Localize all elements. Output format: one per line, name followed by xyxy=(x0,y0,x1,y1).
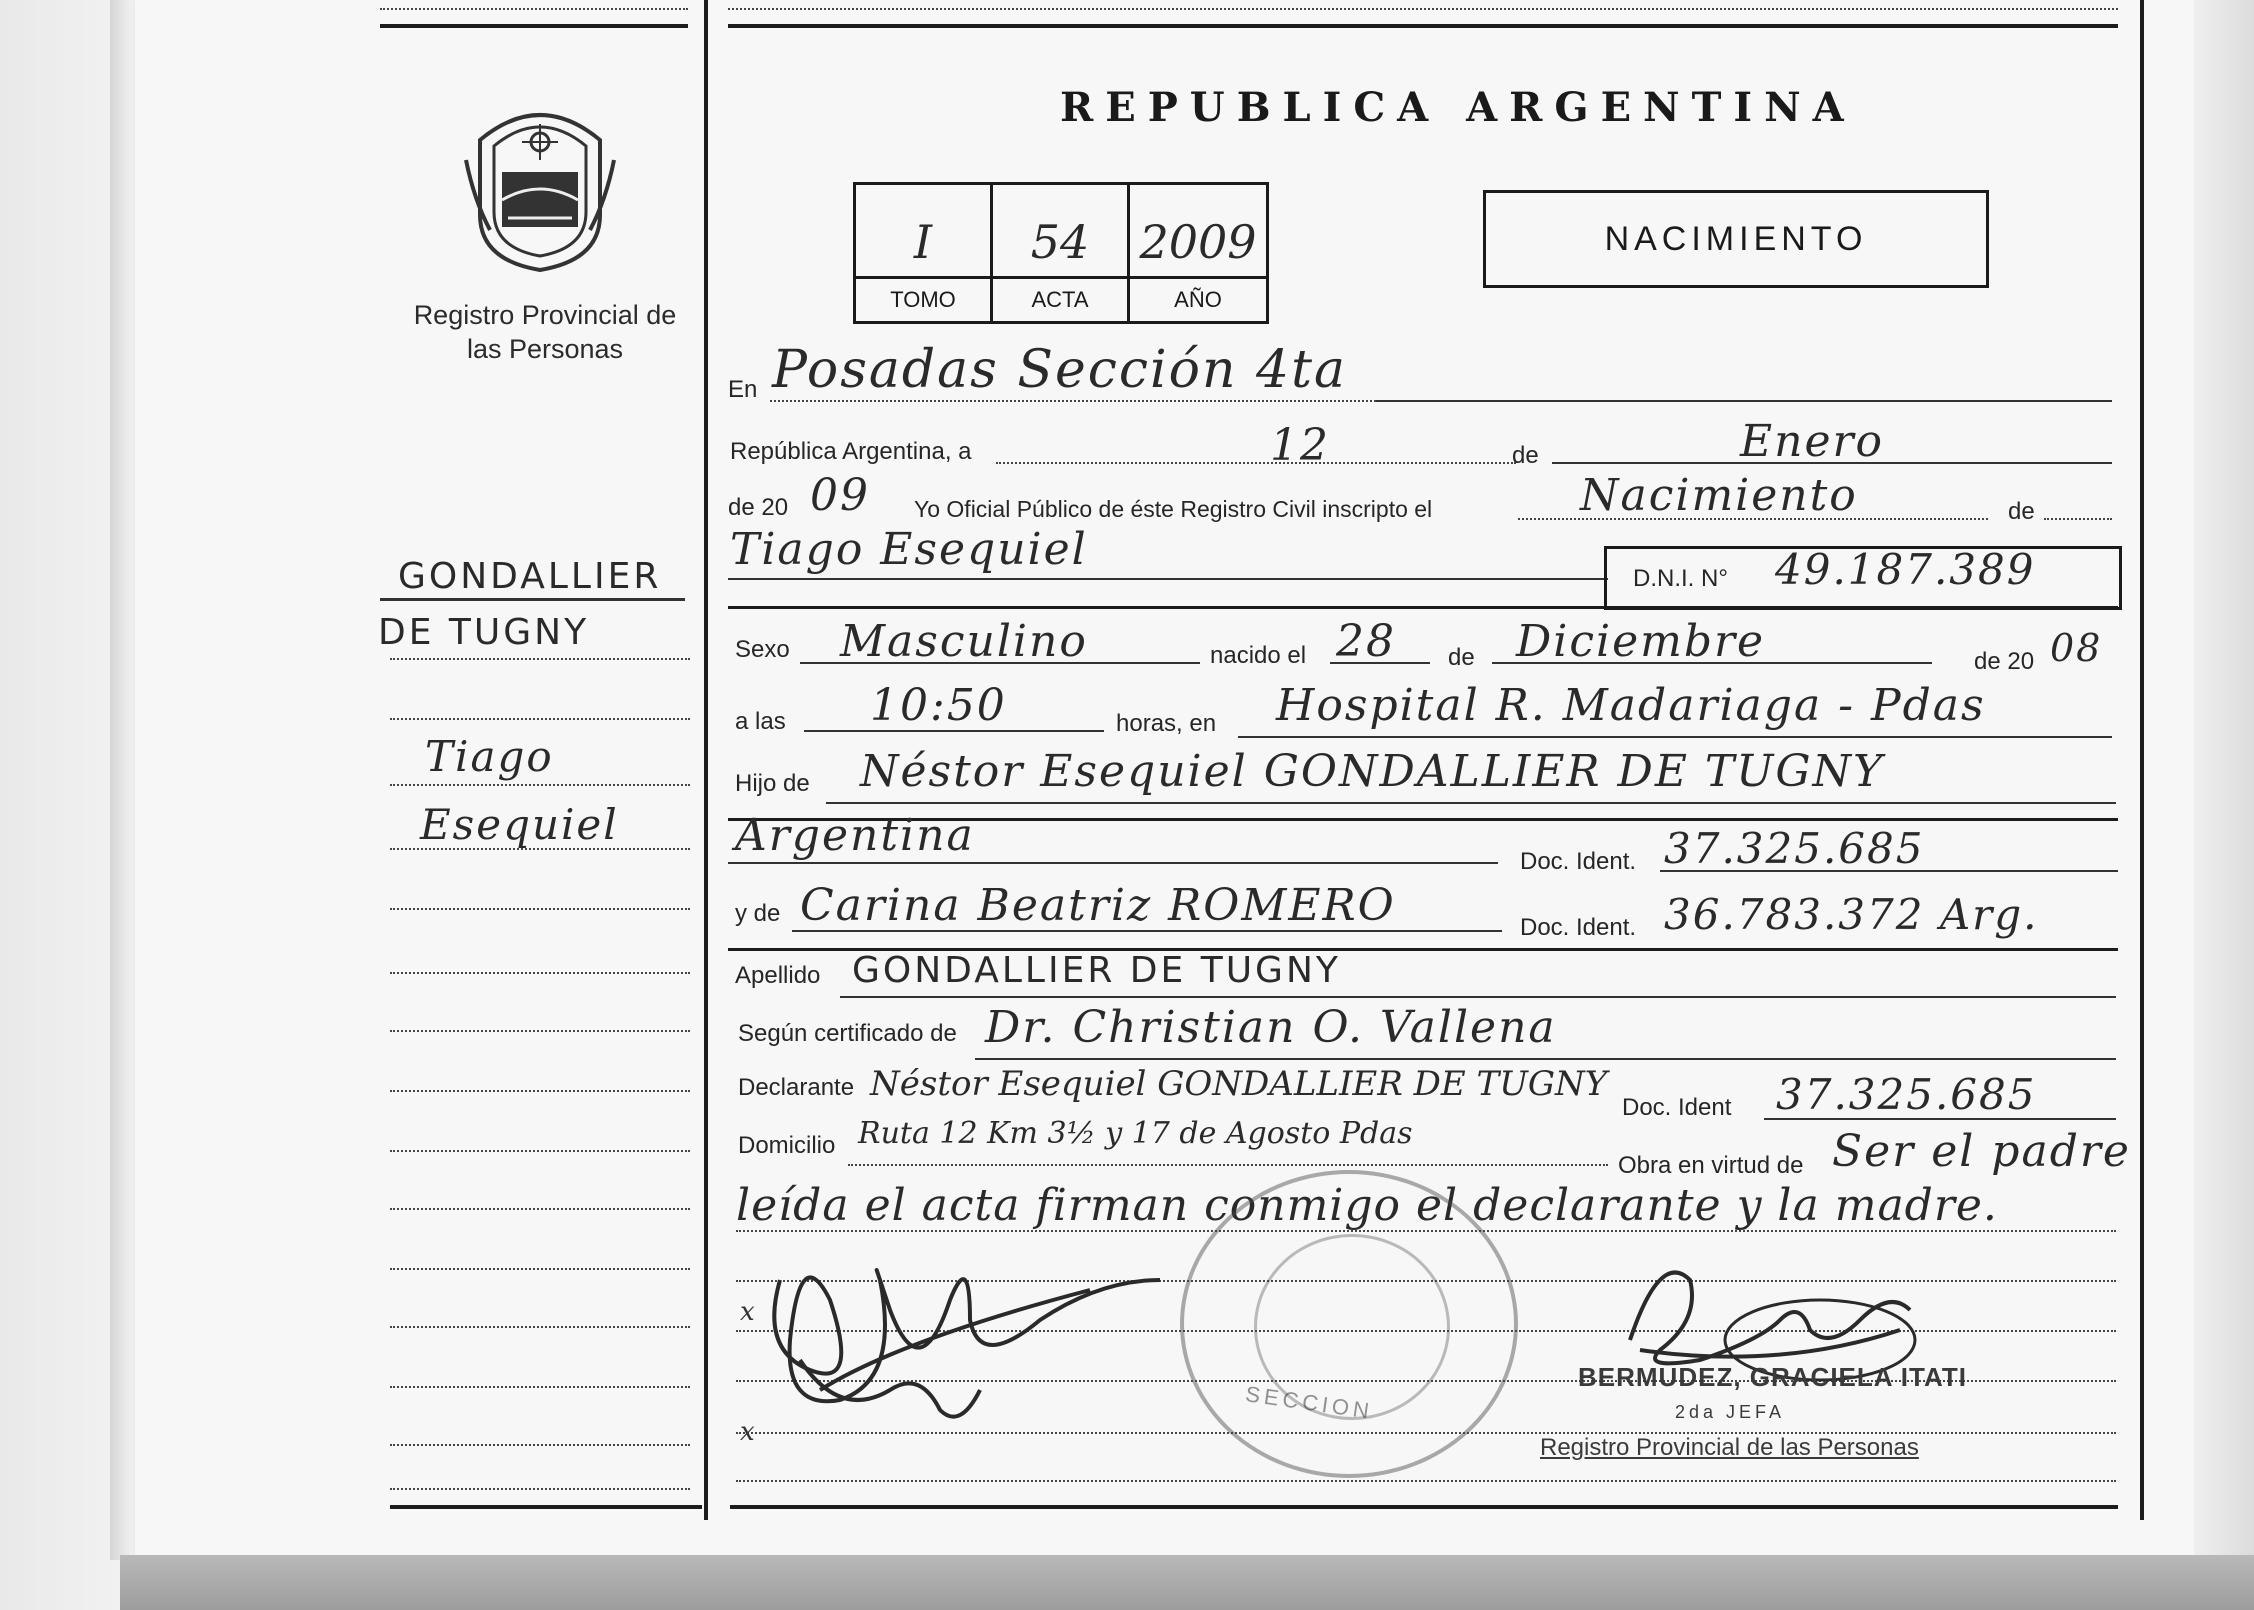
right-border xyxy=(2140,0,2144,1520)
margin-line xyxy=(390,1030,690,1032)
margin-line xyxy=(390,1268,690,1270)
label-segun: Según certificado de xyxy=(738,1020,957,1047)
field-surname: GONDALLIER DE TUGNY xyxy=(852,950,1341,991)
field-year: 09 xyxy=(810,470,870,521)
field-child-names: Tiago Esequiel xyxy=(730,524,1088,575)
column-divider xyxy=(704,0,708,1520)
page-bottom-edge xyxy=(120,1555,2254,1610)
official-role: 2da JEFA xyxy=(1675,1402,1786,1422)
field-line xyxy=(1376,400,2112,402)
label-hijo-de: Hijo de xyxy=(735,770,810,797)
bottom-rule-left xyxy=(390,1505,702,1509)
bottom-rule-right xyxy=(730,1505,2118,1509)
label-de-end: de xyxy=(2008,498,2035,525)
province-emblem-icon xyxy=(460,100,620,275)
top-dots-left xyxy=(380,8,688,10)
label-de: de xyxy=(1512,442,1539,469)
label-dni: D.N.I. N° xyxy=(1633,565,1728,592)
row-divider xyxy=(728,606,2118,609)
field-time: 10:50 xyxy=(870,680,1007,731)
document-type-box: NACIMIENTO xyxy=(1483,190,1989,288)
field-day: 12 xyxy=(1270,420,1330,471)
field-mother: Carina Beatriz ROMERO xyxy=(800,880,1396,931)
ref-acta xyxy=(993,185,1130,321)
margin-underline-1 xyxy=(380,598,685,601)
field-line xyxy=(770,400,1376,402)
field-line xyxy=(728,578,1608,580)
label-de20: de 20 xyxy=(728,494,789,521)
margin-line xyxy=(390,718,690,720)
field-declarant-doc: 37.325.685 xyxy=(1776,1070,2037,1119)
label-horas-en: horas, en xyxy=(1116,710,1217,737)
top-dots-right xyxy=(728,8,2118,10)
label-obra: Obra en virtud de xyxy=(1618,1152,1804,1179)
field-birth-year: 08 xyxy=(2050,626,2103,670)
margin-line xyxy=(390,784,690,786)
field-father-doc: 37.325.685 xyxy=(1664,824,1925,873)
field-declarant: Néstor Esequiel GONDALLIER DE TUGNY xyxy=(870,1064,1608,1104)
label-doc-ident-2: Doc. Ident. xyxy=(1520,914,1637,941)
field-father: Néstor Esequiel GONDALLIER DE TUGNY xyxy=(860,746,1885,797)
margin-line xyxy=(390,1150,690,1152)
ref-ano-value: 2009 xyxy=(1139,215,1257,269)
ref-tomo-value: I xyxy=(913,215,933,269)
label-de-mid: de xyxy=(1448,644,1475,671)
margin-line xyxy=(390,658,690,660)
field-closing-note: leída el acta firman conmigo el declarante y la madre. xyxy=(736,1180,1998,1231)
label-apellido: Apellido xyxy=(735,962,821,989)
margin-line xyxy=(390,1386,690,1388)
margin-line xyxy=(390,1326,690,1328)
registry-name: Registro Provincial de las Personas xyxy=(413,300,677,364)
label-sexo: Sexo xyxy=(735,636,790,663)
field-line xyxy=(975,1058,2116,1060)
field-line xyxy=(1238,736,2112,738)
label-en: En xyxy=(728,376,758,403)
label-republica: República Argentina, a xyxy=(730,438,972,465)
margin-line xyxy=(390,1208,690,1210)
blank-line xyxy=(736,1480,2116,1482)
field-father-nationality: Argentina xyxy=(735,810,975,861)
label-de-year: de 20 xyxy=(1974,648,2035,675)
margin-line xyxy=(390,1488,690,1490)
label-domicilio: Domicilio xyxy=(738,1132,836,1159)
ref-tomo xyxy=(856,185,993,321)
field-certificate-by: Dr. Christian O. Vallena xyxy=(985,1002,1557,1053)
margin-line xyxy=(390,1090,690,1092)
page-title: REPUBLICA ARGENTINA xyxy=(1060,84,1856,131)
margin-surname-line1: GONDALLIER xyxy=(398,556,662,597)
label-declarante: Declarante xyxy=(738,1074,855,1101)
dni-box xyxy=(1604,546,2122,610)
field-sex: Masculino xyxy=(840,616,1088,667)
label-nacido: nacido el xyxy=(1210,642,1307,669)
field-month: Enero xyxy=(1740,416,1885,467)
margin-given-line2: Esequiel xyxy=(420,800,619,849)
field-line xyxy=(1764,1118,2116,1120)
field-address: Ruta 12 Km 3½ y 17 de Agosto Pdas xyxy=(858,1116,1413,1151)
official-office: Registro Provincial de las Personas xyxy=(1540,1434,1919,1461)
field-mother-doc: 36.783.372 Arg. xyxy=(1664,890,2039,939)
field-line xyxy=(848,1164,1608,1166)
ref-tomo-label: TOMO xyxy=(856,276,990,321)
field-line xyxy=(1330,662,1430,664)
field-line xyxy=(826,802,2116,804)
margin-given-line1: Tiago xyxy=(425,732,554,781)
ref-acta-value: 54 xyxy=(1030,215,1090,269)
svg-text:x: x xyxy=(740,1297,755,1327)
margin-line xyxy=(390,908,690,910)
reference-box xyxy=(853,182,1269,324)
field-line xyxy=(728,862,1498,864)
margin-surname-line2: DE TUGNY xyxy=(378,612,590,653)
top-rule-left xyxy=(380,24,688,28)
ref-ano-label: AÑO xyxy=(1130,276,1266,321)
field-birth-day: 28 xyxy=(1336,616,1396,667)
ref-ano xyxy=(1130,185,1266,321)
field-line xyxy=(840,996,2116,998)
label-doc-ident-3: Doc. Ident xyxy=(1622,1094,1732,1121)
margin-line xyxy=(390,848,690,850)
margin-line xyxy=(390,972,690,974)
declarant-signature-icon xyxy=(740,1220,1180,1440)
field-line xyxy=(2044,518,2112,520)
top-rule-right xyxy=(728,24,2118,28)
ref-acta-label: ACTA xyxy=(993,276,1127,321)
label-a-las: a las xyxy=(735,708,786,735)
margin-line xyxy=(390,1444,690,1446)
right-page-edge xyxy=(2194,0,2254,1555)
field-birth-place: Hospital R. Madariaga - Pdas xyxy=(1276,680,1986,731)
label-doc-ident: Doc. Ident. xyxy=(1520,848,1637,875)
official-name: BERMUDEZ, GRACIELA ITATI xyxy=(1578,1362,1967,1392)
seal-text: SECCION xyxy=(1243,1381,1375,1424)
field-by-virtue-of: Ser el padre xyxy=(1832,1126,2131,1177)
label-y-de: y de xyxy=(735,900,781,927)
field-dni: 49.187.389 xyxy=(1775,545,2036,594)
label-oficial: Yo Oficial Público de éste Registro Civil inscripto el xyxy=(914,496,1433,522)
field-inscription: Nacimiento xyxy=(1580,470,1858,521)
field-place: Posadas Sección 4ta xyxy=(772,340,1347,400)
field-line xyxy=(996,462,1516,464)
svg-text:x: x xyxy=(740,1417,755,1440)
official-seal-icon xyxy=(1180,1170,1518,1478)
field-birth-month: Diciembre xyxy=(1516,616,1766,667)
